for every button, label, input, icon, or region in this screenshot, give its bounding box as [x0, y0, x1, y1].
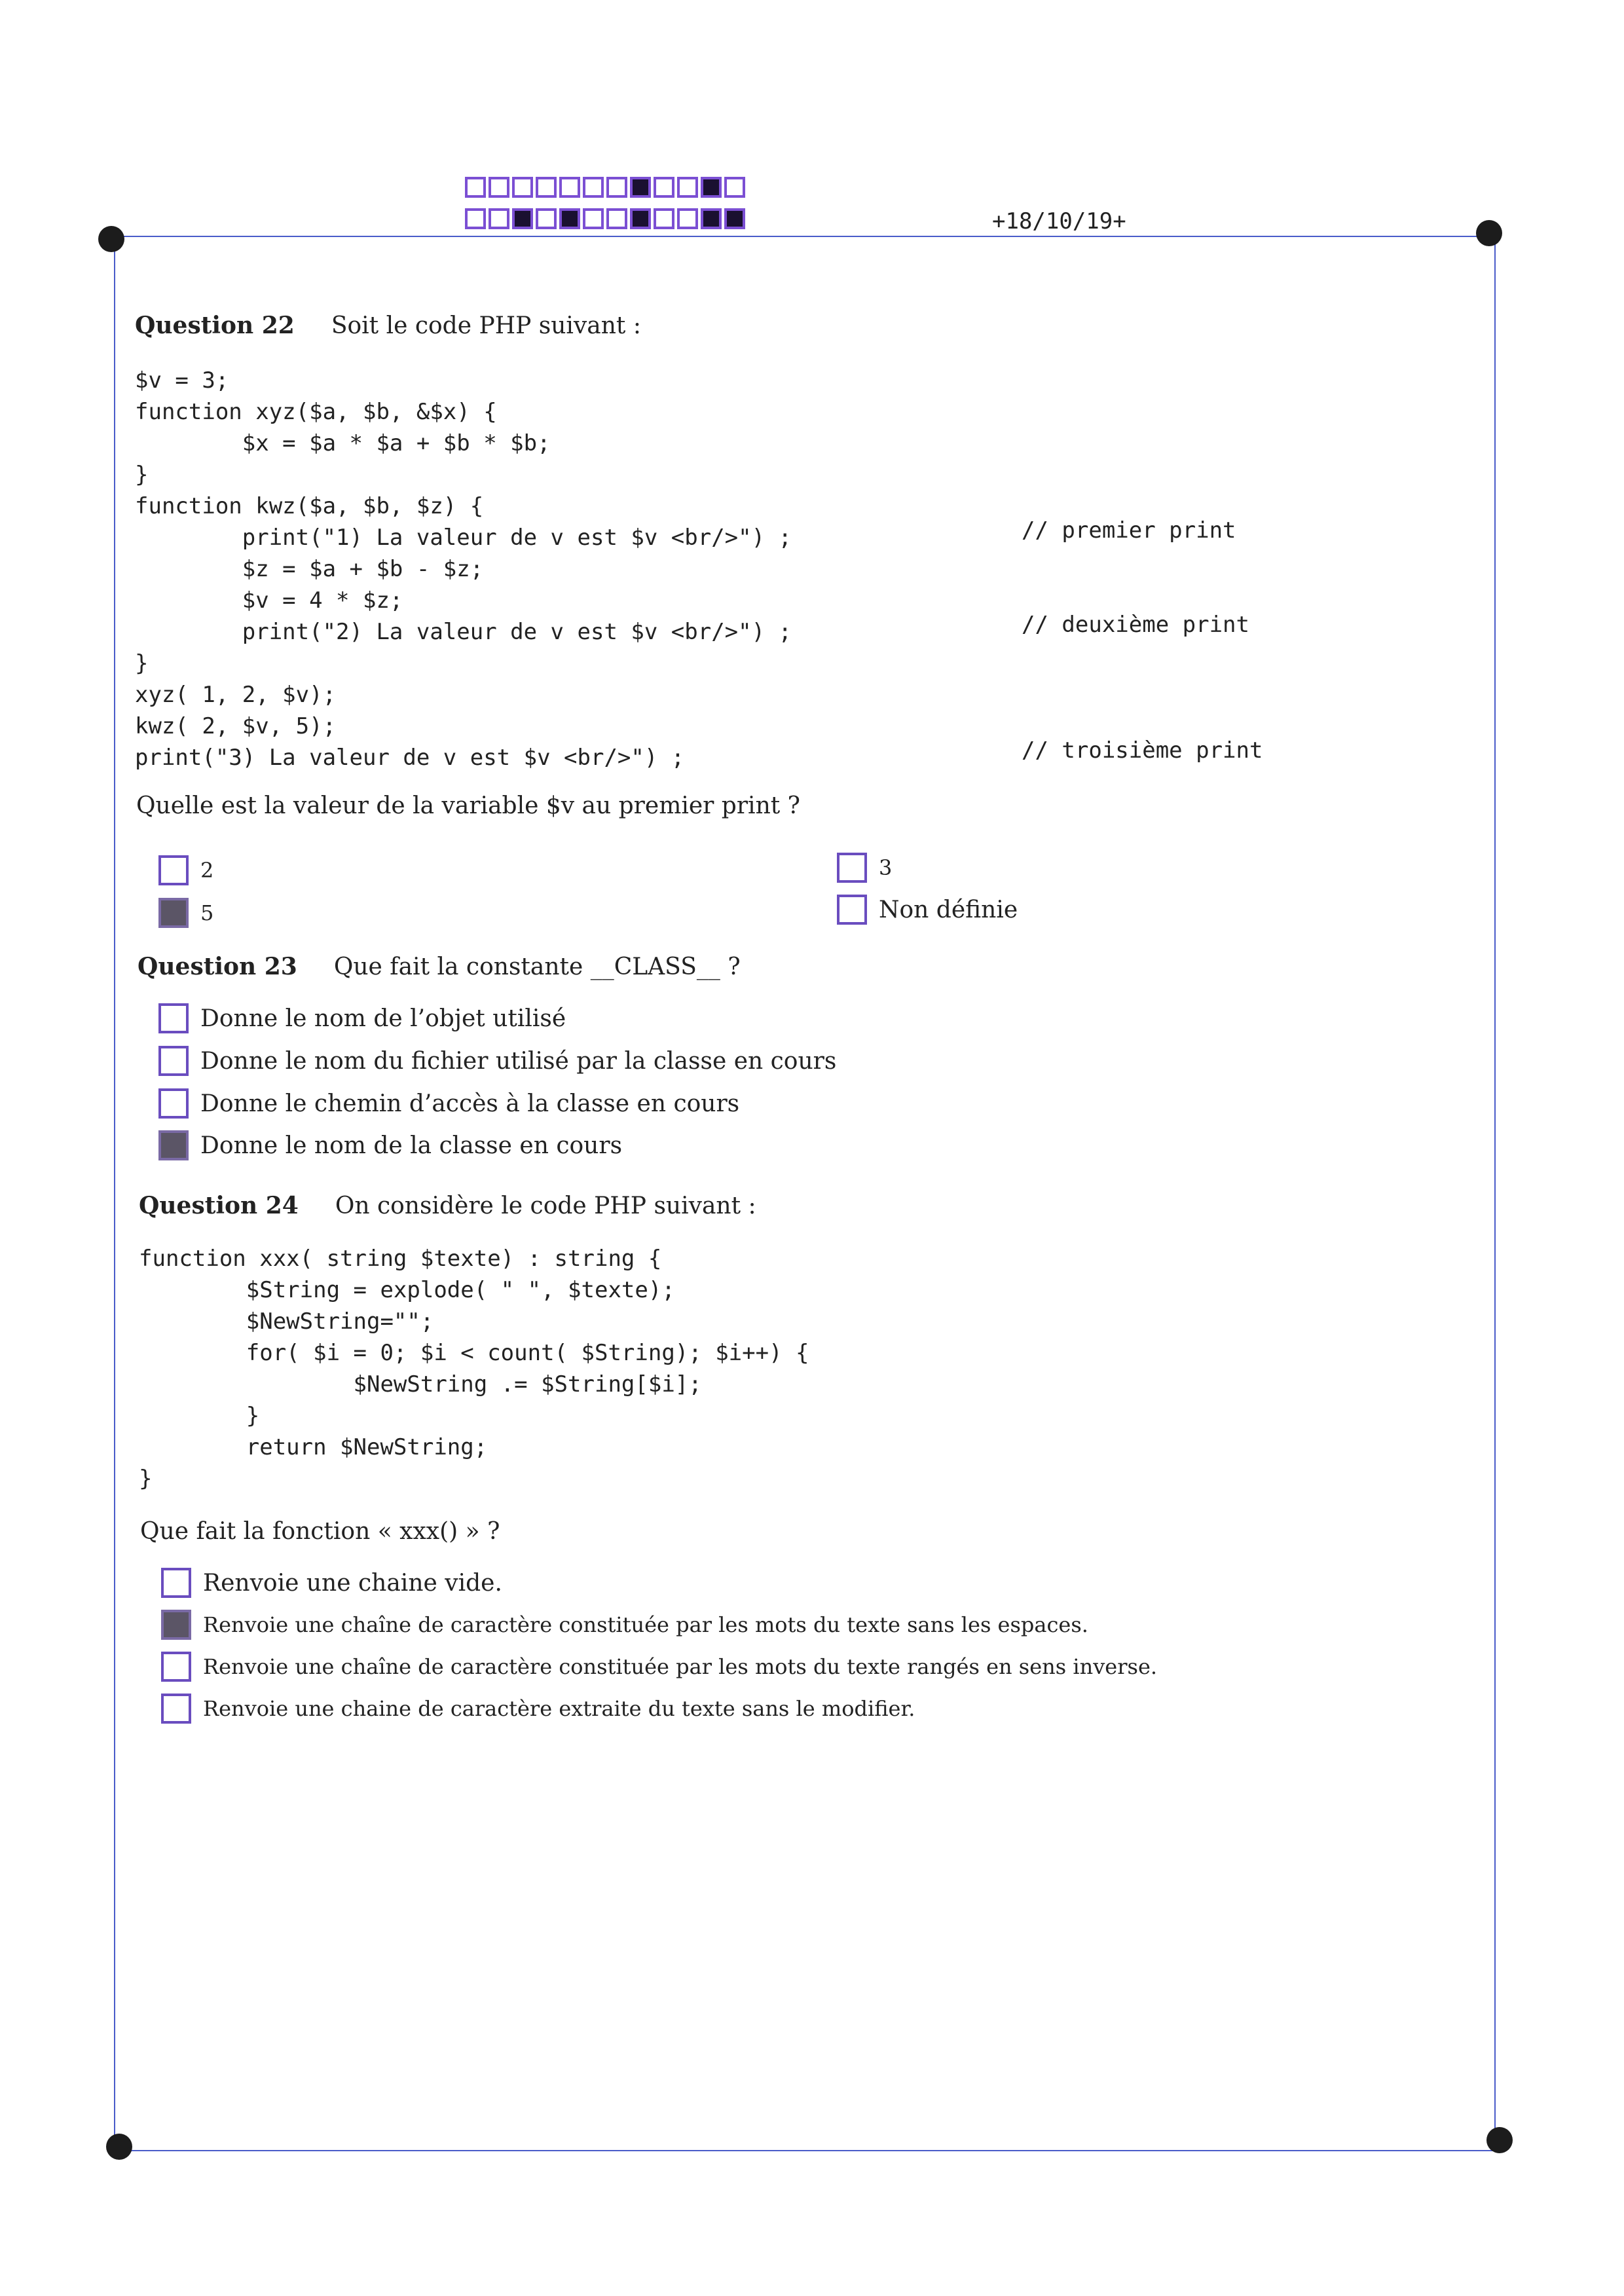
barcode-cell [583, 177, 604, 198]
barcode-cell [677, 177, 698, 198]
barcode-cell [654, 177, 674, 198]
barcode-cell [465, 177, 486, 198]
checkbox[interactable] [837, 895, 867, 925]
barcode-cell [701, 208, 722, 229]
question-22-title: Soit le code PHP suivant : [331, 312, 641, 339]
barcode-row-1 [465, 177, 748, 198]
checkbox[interactable] [161, 1694, 191, 1724]
question-24-number: Question 24 [139, 1192, 299, 1219]
q24-option-2[interactable]: Renvoie une chaîne de caractère constituée par les mots du texte sans les espaces. [161, 1610, 1088, 1640]
barcode-cell [583, 208, 604, 229]
barcode-cell [630, 208, 651, 229]
question-24-title: On considère le code PHP suivant : [335, 1193, 756, 1219]
q22-option-3[interactable]: 3 [837, 853, 892, 883]
checkbox[interactable] [158, 1003, 189, 1033]
comment-premier-print: // premier print [1022, 517, 1236, 544]
q22-option-2[interactable]: 2 [158, 855, 213, 885]
checkbox[interactable] [158, 898, 189, 928]
corner-marker-top-left [98, 226, 124, 252]
question-22-prompt: Quelle est la valeur de la variable $v au premier print ? [136, 792, 800, 819]
corner-marker-bottom-right [1486, 2127, 1513, 2153]
checkbox[interactable] [161, 1610, 191, 1640]
checkbox[interactable] [158, 1130, 189, 1160]
barcode-cell [512, 177, 533, 198]
checkbox[interactable] [161, 1568, 191, 1598]
barcode-cell [512, 208, 533, 229]
barcode-row-2 [465, 208, 748, 229]
barcode-cell [677, 208, 698, 229]
question-24-prompt: Que fait la fonction « xxx() » ? [140, 1518, 500, 1545]
barcode-cell [701, 177, 722, 198]
q23-option-2[interactable]: Donne le nom du fichier utilisé par la classe en cours [158, 1046, 836, 1076]
checkbox[interactable] [158, 1088, 189, 1119]
barcode-cell [654, 208, 674, 229]
question-23-number: Question 23 [138, 953, 297, 980]
barcode-cell [559, 208, 580, 229]
corner-marker-top-right [1476, 220, 1502, 246]
question-24-heading [139, 1192, 756, 1219]
barcode-cell [630, 177, 651, 198]
question-23-title: Que fait la constante __CLASS__ ? [333, 954, 741, 980]
question-22-number: Question 22 [135, 312, 295, 339]
q22-option-5[interactable]: 5 [158, 898, 213, 928]
question-24-code: function xxx( string $texte) : string { $String = explode( " ", $texte); $NewString=""; for( $i = 0; $i < count( $String); $i++) { $NewString .= $String[$i]; } return $NewString; } [139, 1246, 809, 1492]
barcode-cell [724, 177, 745, 198]
q24-option-3[interactable]: Renvoie une chaîne de caractère constituée par les mots du texte rangés en sens inverse. [161, 1652, 1157, 1682]
q23-option-1[interactable]: Donne le nom de l’objet utilisé [158, 1003, 566, 1033]
q22-option-non-definie[interactable]: Non définie [837, 895, 1018, 925]
barcode-cell [606, 208, 627, 229]
question-23-heading [138, 953, 741, 980]
q24-option-4[interactable]: Renvoie une chaine de caractère extraite du texte sans le modifier. [161, 1694, 915, 1724]
q24-option-1[interactable]: Renvoie une chaine vide. [161, 1568, 502, 1598]
barcode-cell [536, 208, 557, 229]
barcode-cell [489, 208, 509, 229]
comment-deuxieme-print: // deuxième print [1022, 612, 1249, 638]
comment-troisieme-print: // troisième print [1022, 737, 1263, 764]
barcode-cell [559, 177, 580, 198]
barcode-cell [724, 208, 745, 229]
checkbox[interactable] [161, 1652, 191, 1682]
checkbox[interactable] [158, 1046, 189, 1076]
barcode-cell [465, 208, 486, 229]
barcode-cell [489, 177, 509, 198]
header-date: +18/10/19+ [992, 208, 1126, 234]
corner-marker-bottom-left [106, 2134, 132, 2160]
q23-option-3[interactable]: Donne le chemin d’accès à la classe en cours [158, 1088, 739, 1119]
question-22-code: $v = 3; function xyz($a, $b, &$x) { $x = $a * $a + $b * $b; } function kwz($a, $b, $z) { print("1) La valeur de v est $v <br/>") ; $z = $a + $b - $z; $v = 4 * $z; print("2) La valeur de v est $v <br/>") ; } xyz( 1, 2, $v); kwz( 2, $v, 5); print("3) La valeur de v est $v <br/>") ; [135, 367, 792, 771]
question-22-heading [135, 312, 641, 339]
q23-option-4[interactable]: Donne le nom de la classe en cours [158, 1130, 622, 1160]
barcode-cell [606, 177, 627, 198]
checkbox[interactable] [158, 855, 189, 885]
checkbox[interactable] [837, 853, 867, 883]
barcode-cell [536, 177, 557, 198]
